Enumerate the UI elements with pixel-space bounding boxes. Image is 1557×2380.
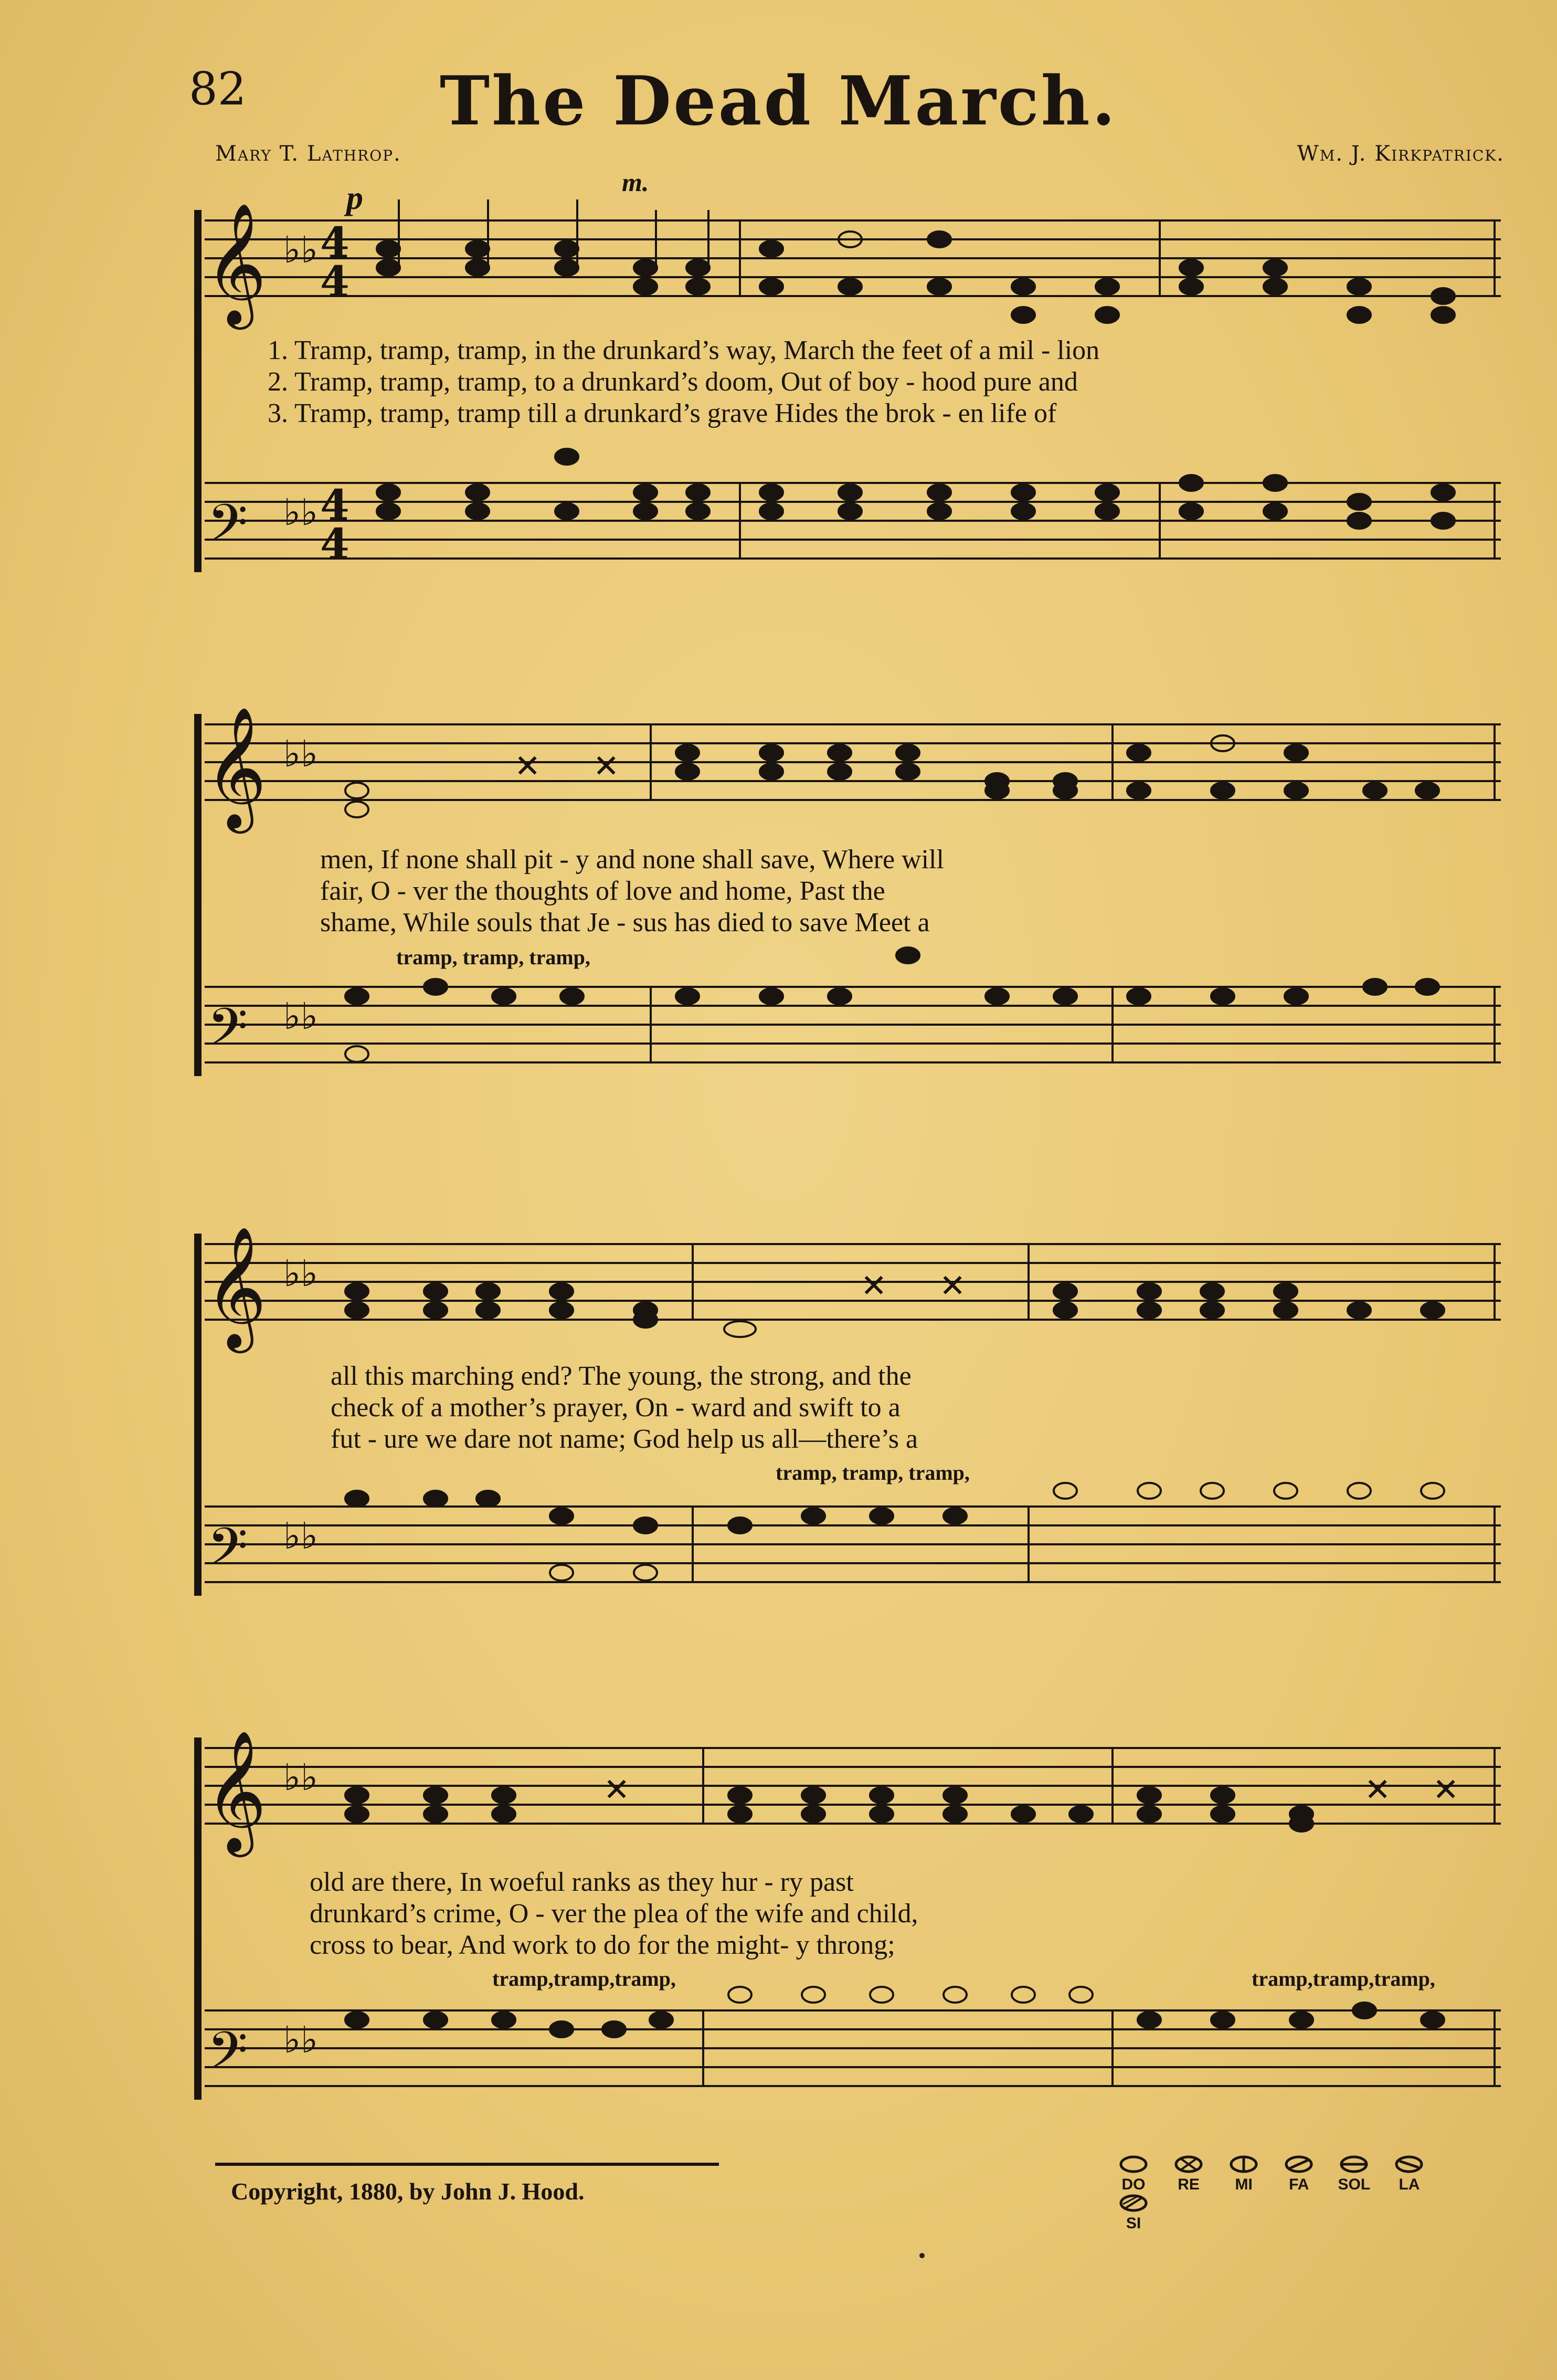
- shape-note-mi-icon: [1228, 2155, 1259, 2174]
- tramp-cue: tramp,tramp,tramp,: [492, 1967, 676, 1991]
- solfa-re: RE: [1162, 2155, 1215, 2194]
- svg-text:𝄞: 𝄞: [205, 1226, 267, 1348]
- solfa-la: LA: [1383, 2155, 1435, 2194]
- svg-text:4: 4: [320, 257, 349, 306]
- svg-text:✕: ✕: [861, 1268, 887, 1304]
- solfa-mi: MI: [1217, 2155, 1270, 2194]
- solfa-key: [1107, 2155, 1485, 2232]
- verse-3-line: shame, While souls that Je - sus has died to save Meet a: [320, 908, 930, 938]
- svg-text:𝄢: 𝄢: [207, 2021, 248, 2094]
- system-4-lyrics: [310, 1867, 918, 1961]
- verse-1-line: old are there, In woeful ranks as they hur - ry past: [310, 1867, 854, 1897]
- dynamic-piano: p: [346, 179, 363, 216]
- system-1-lyrics: [268, 335, 1099, 429]
- svg-text:4: 4: [320, 519, 349, 568]
- shape-note-re-icon: [1173, 2155, 1204, 2174]
- solfa-do: DO: [1107, 2155, 1160, 2194]
- svg-text:♭♭: ♭♭: [283, 732, 319, 775]
- svg-text:♭♭: ♭♭: [283, 1756, 319, 1799]
- svg-text:𝄢: 𝄢: [207, 493, 248, 566]
- tramp-cue-2: tramp,tramp,tramp,: [1252, 1967, 1435, 1991]
- verse-1-line: all this marching end? The young, the strong, and the: [331, 1361, 912, 1391]
- solfa-si: SI: [1107, 2194, 1160, 2232]
- svg-text:♭♭: ♭♭: [283, 228, 319, 271]
- author-credit: Mary T. Lathrop.: [215, 142, 401, 166]
- svg-text:𝄞: 𝄞: [205, 202, 267, 324]
- svg-text:4: 4: [320, 218, 349, 267]
- svg-text:✕: ✕: [514, 748, 541, 785]
- shape-note-do-icon: [1118, 2155, 1149, 2174]
- svg-text:✕: ✕: [593, 748, 620, 785]
- svg-text:✕: ✕: [939, 1268, 966, 1304]
- stray-mark: [919, 2253, 925, 2258]
- svg-text:𝄢: 𝄢: [207, 997, 248, 1070]
- svg-text:𝄢: 𝄢: [207, 1517, 248, 1590]
- svg-text:𝄞: 𝄞: [205, 706, 267, 828]
- shape-note-sol-icon: [1338, 2155, 1370, 2174]
- shape-note-fa-icon: [1283, 2155, 1315, 2174]
- solfa-fa: FA: [1273, 2155, 1325, 2194]
- system-2-lyrics: [320, 844, 944, 939]
- svg-text:♭♭: ♭♭: [283, 491, 319, 534]
- svg-text:♭♭: ♭♭: [283, 1514, 319, 1557]
- svg-text:4: 4: [320, 480, 349, 530]
- svg-text:♭♭: ♭♭: [283, 995, 319, 1038]
- verse-3-line: 3. Tramp, tramp, tramp till a drunkard’s grave Hides the brok - en life of: [268, 398, 1057, 428]
- solfa-sol: SOL: [1328, 2155, 1380, 2194]
- verse-1-line: 1. Tramp, tramp, tramp, in the drunkard’s way, March the feet of a mil - lion: [268, 335, 1100, 365]
- composer-credit: Wm. J. Kirkpatrick.: [1297, 142, 1505, 166]
- svg-text:𝄞: 𝄞: [205, 1730, 267, 1852]
- svg-text:✕: ✕: [1433, 1772, 1459, 1808]
- footer-rule: [215, 2163, 719, 2166]
- tramp-cue: tramp, tramp, tramp,: [396, 945, 590, 969]
- dynamic-mezzo: m.: [622, 167, 649, 197]
- tramp-cue: tramp, tramp, tramp,: [776, 1461, 970, 1484]
- verse-3-line: cross to bear, And work to do for the might- y throng;: [310, 1930, 895, 1960]
- verse-2-line: fair, O - ver the thoughts of love and home, Past the: [320, 876, 885, 906]
- verse-3-line: fut - ure we dare not name; God help us all—there’s a: [331, 1424, 918, 1454]
- svg-text:♭♭: ♭♭: [283, 2018, 319, 2061]
- verse-1-line: men, If none shall pit - y and none shall save, Where will: [320, 845, 944, 875]
- verse-2-line: 2. Tramp, tramp, tramp, to a drunkard’s doom, Out of boy - hood pure and: [268, 367, 1078, 397]
- svg-text:✕: ✕: [1364, 1772, 1391, 1808]
- verse-2-line: drunkard’s crime, O - ver the plea of the wife and child,: [310, 1899, 918, 1929]
- svg-text:✕: ✕: [603, 1772, 630, 1808]
- svg-text:♭♭: ♭♭: [283, 1252, 319, 1295]
- system-3-lyrics: [331, 1361, 918, 1455]
- page-title: The Dead March.: [439, 62, 1118, 141]
- page-number: 82: [189, 63, 247, 115]
- shape-note-la-icon: [1393, 2155, 1425, 2174]
- copyright-notice: Copyright, 1880, by John J. Hood.: [231, 2178, 585, 2205]
- shape-note-si-icon: [1118, 2194, 1149, 2213]
- verse-2-line: check of a mother’s prayer, On - ward and swift to a: [331, 1393, 901, 1423]
